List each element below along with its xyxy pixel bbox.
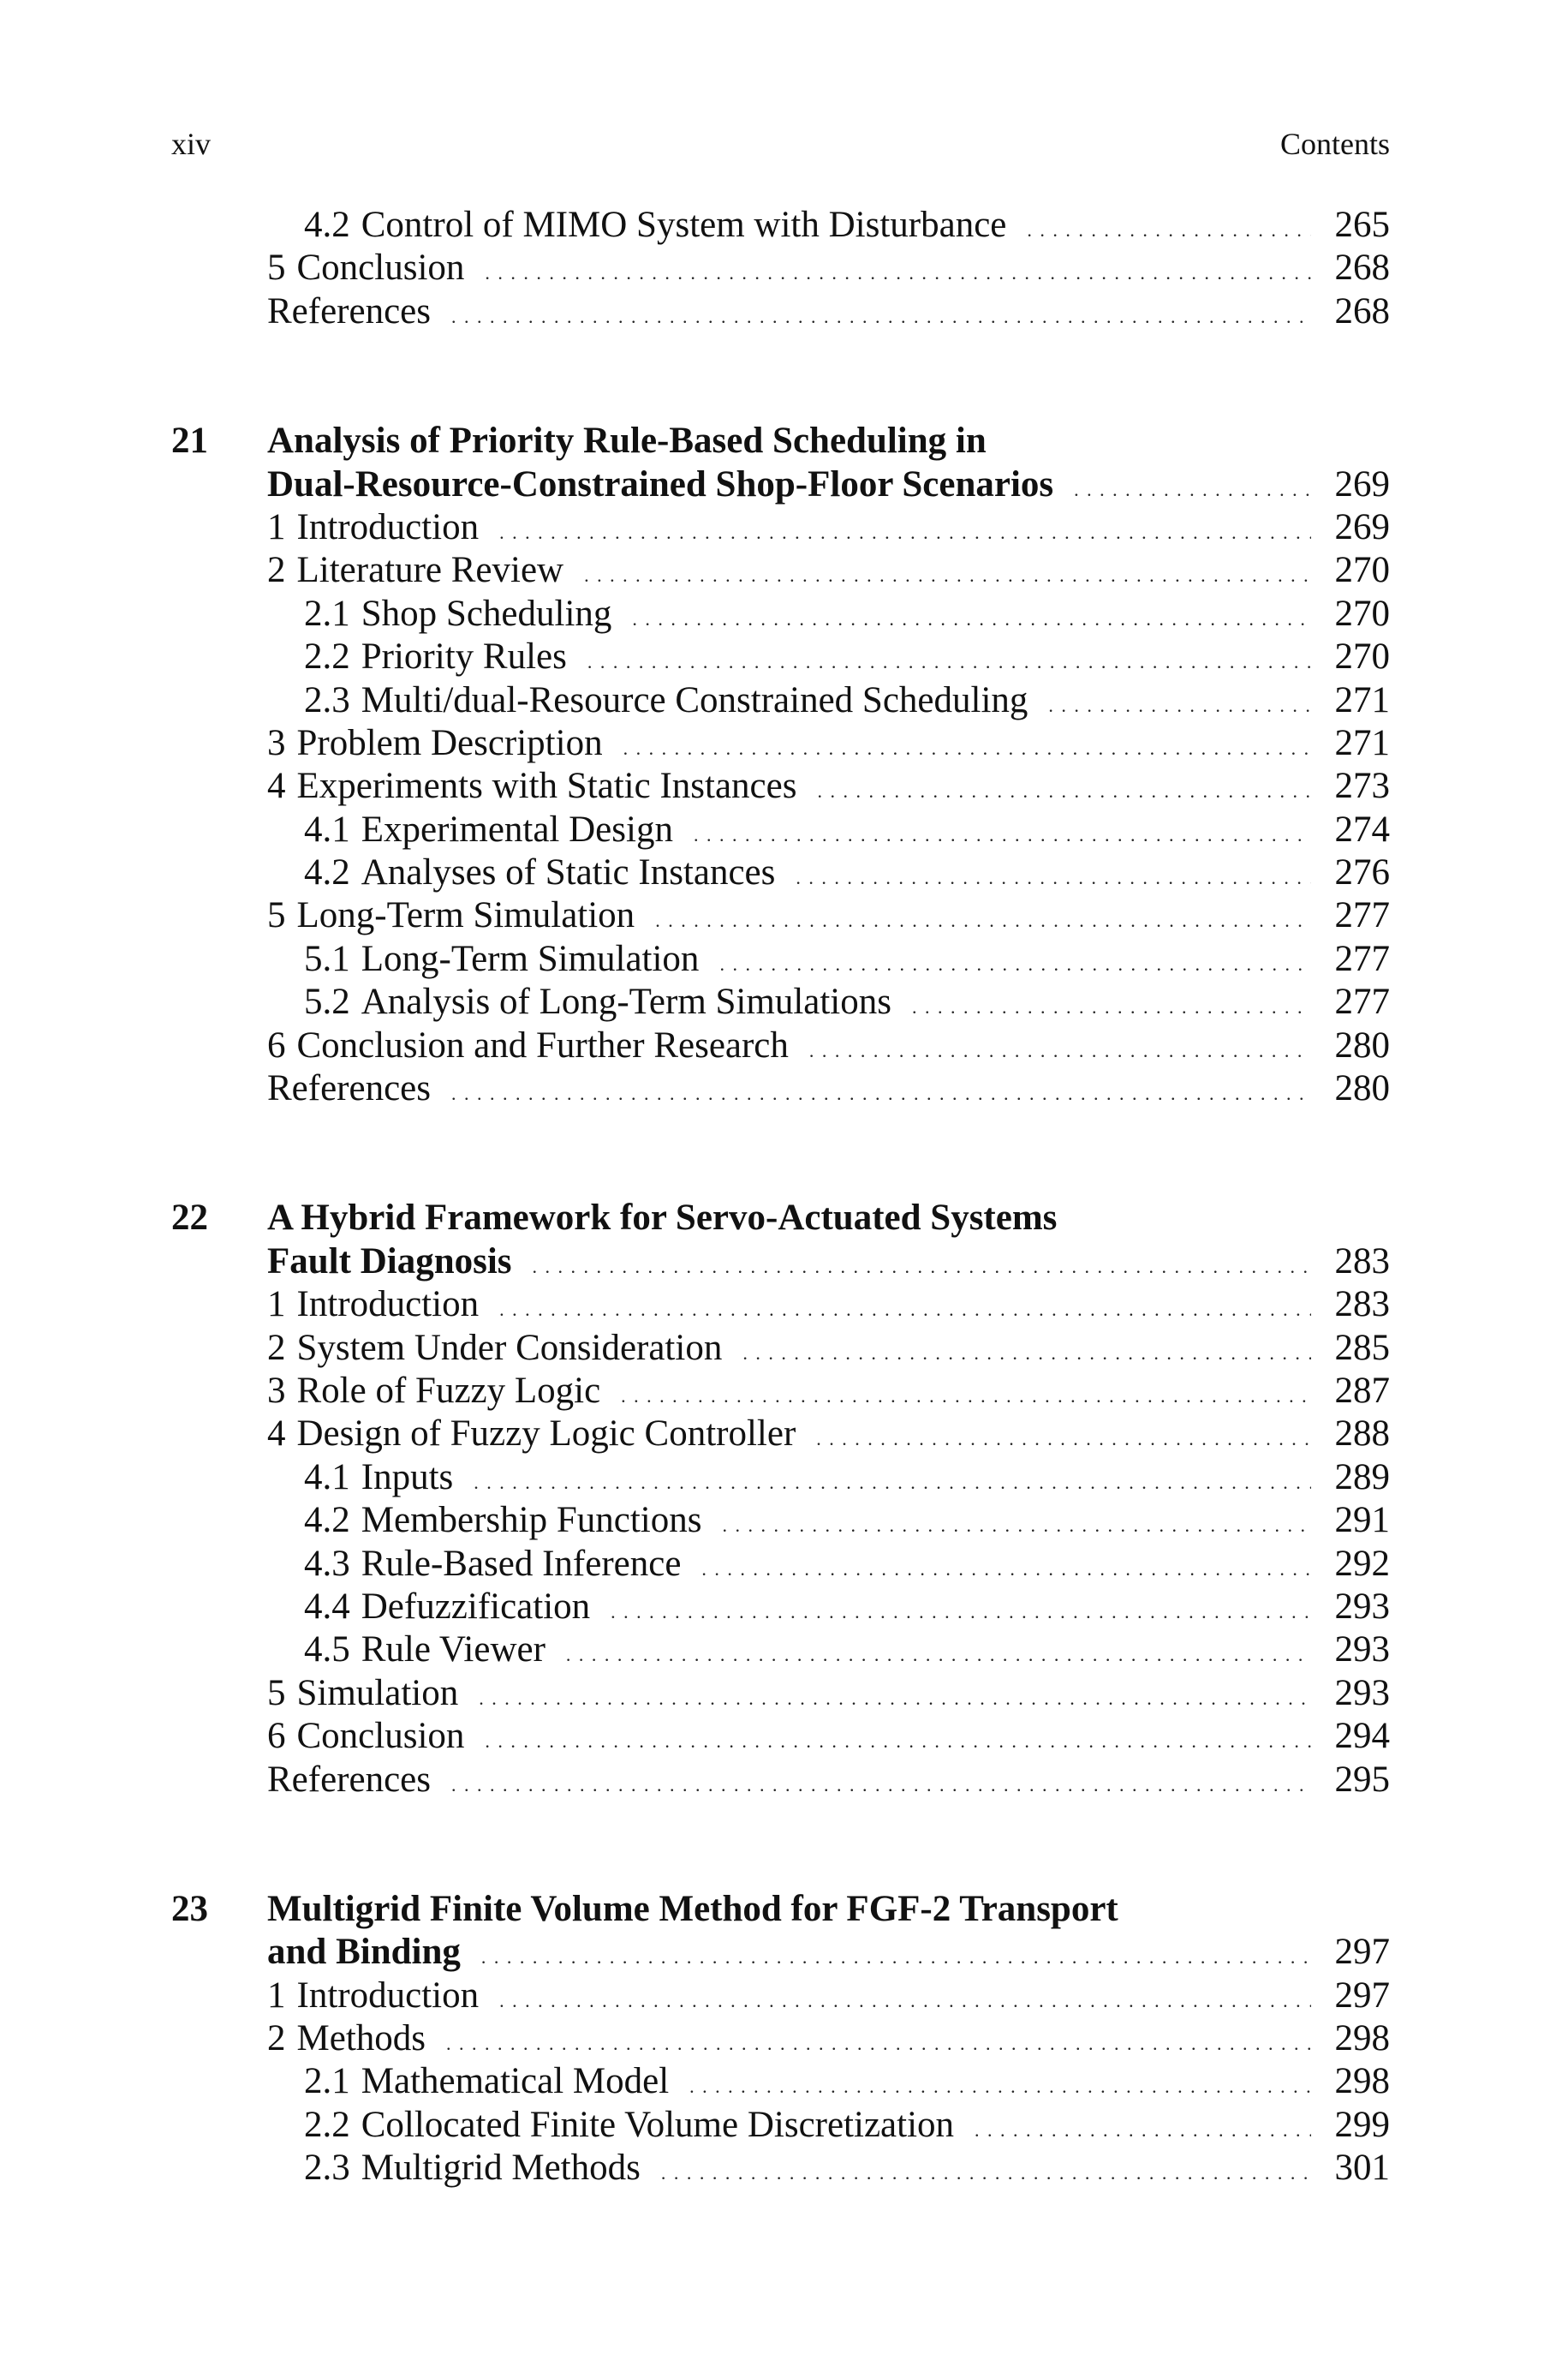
toc-entry-title [304,938,699,981]
page-ref: 280 [1334,1068,1390,1109]
section-title: Priority Rules [361,636,567,678]
toc-entry-title [304,851,775,894]
toc-entry-title [304,2060,669,2103]
toc-entry [171,1499,1390,1542]
dot-leader [474,1456,1311,1504]
toc-continuation [171,204,1390,333]
section-title: Experiments with Static Instances [296,766,797,807]
dot-leader [451,1759,1311,1807]
chapter-title-line2: Dual-Resource-Constrained Shop-Floor Scenarios [267,463,1054,505]
dot-leader [499,506,1311,554]
page-ref: 273 [1334,766,1390,807]
dot-leader [566,1628,1311,1676]
section-title: Introduction [296,1284,480,1325]
page-ref: 277 [1334,895,1390,936]
section-number: 1 [267,1284,286,1325]
section-number: 4.4 [304,1586,350,1627]
section-number: 3 [267,722,286,763]
page-ref: 298 [1334,2061,1390,2102]
toc-entry-title [267,765,796,808]
dot-leader [499,1975,1311,2022]
section-title: Introduction [296,506,480,547]
chapter-title-line1: Analysis of Priority Rule-Based Scheduling in [267,421,987,462]
page-ref: 287 [1334,1370,1390,1411]
chapter-heading-cont [171,1931,1390,1974]
dot-leader [694,809,1311,857]
page-ref: 294 [1334,1716,1390,1757]
dot-leader [485,1715,1311,1763]
dot-leader [451,1067,1311,1115]
section-title: Methods [296,2018,426,2059]
dot-leader [479,1672,1311,1720]
chapter-title-line2: Fault Diagnosis [267,1240,512,1282]
toc-entry [171,2104,1390,2147]
section-title: Multi/dual-Resource Constrained Scheduling [361,679,1028,720]
dot-leader [1074,463,1311,511]
section-title: Simulation [296,1672,459,1713]
dot-leader [742,1327,1311,1375]
page-ref: 301 [1334,2148,1390,2189]
toc-entry [171,1456,1390,1499]
toc-entry-title [267,1025,789,1067]
toc-entry [171,981,1390,1024]
toc-entry-title [267,1067,431,1110]
dot-leader [655,894,1311,942]
section-number: 5.2 [304,982,350,1023]
dot-leader [975,2104,1311,2152]
toc-entry-title [267,2017,426,2060]
page-ref: 289 [1334,1456,1390,1497]
chapter-heading-cont [171,1240,1390,1283]
toc-entry-title [267,1370,600,1413]
toc-entry-title [267,549,563,592]
chapter-title-line1: A Hybrid Framework for Servo-Actuated Systems [267,1198,1058,1239]
dot-leader [587,636,1311,684]
section-number: 2 [267,1327,286,1368]
dot-leader [533,1240,1311,1288]
chapter-number: 23 [171,1888,208,1929]
toc-entry-title [267,1413,796,1455]
section-title: Conclusion and Further Research [296,1025,789,1066]
toc-entry-title [304,1628,546,1671]
chapter-page-ref: 297 [1334,1932,1390,1973]
section-number: 4.5 [304,1629,350,1670]
toc-entry [171,1543,1390,1586]
page-ref: 270 [1334,636,1390,678]
toc-entry-title [267,1327,722,1370]
section-title: Analysis of Long-Term Simulations [361,982,891,1023]
toc-entry-title [304,2147,641,2190]
toc-entry [171,636,1390,678]
page-ref: 293 [1334,1629,1390,1670]
page-ref: 277 [1334,982,1390,1023]
dot-leader [701,1543,1311,1591]
page-ref: 293 [1334,1586,1390,1627]
chapter-block [171,420,1390,1110]
toc-entry [171,1628,1390,1671]
page-ref: 283 [1334,1284,1390,1325]
dot-leader [611,1586,1311,1634]
dot-leader [499,1283,1311,1331]
toc-entry [171,247,1390,290]
section-title: Role of Fuzzy Logic [296,1370,601,1411]
chapter-heading [171,1888,1390,1931]
page-ref: 293 [1334,1672,1390,1713]
section-title: System Under Consideration [296,1327,723,1368]
toc-entry [171,1370,1390,1413]
toc-entry-title [304,679,1028,722]
section-title: References [267,1759,431,1800]
toc-entry-title [267,1715,464,1758]
toc-entry [171,722,1390,765]
chapter-title-line1: Multigrid Finite Volume Method for FGF-2 Transport [267,1888,1118,1929]
dot-leader [912,981,1311,1029]
page-ref: 277 [1334,938,1390,979]
section-number: 5 [267,895,286,936]
toc-entry-title [267,1975,479,2017]
chapter-block [171,1888,1390,2190]
chapter-heading [171,1197,1390,1240]
page-ref: 298 [1334,2018,1390,2059]
dot-leader [661,2147,1311,2195]
section-title: Experimental Design [361,809,673,850]
page-ref: 276 [1334,852,1390,893]
section-title: Collocated Finite Volume Discretization [361,2104,955,2145]
toc-entry [171,1759,1390,1801]
section-title: Long-Term Simulation [296,895,635,936]
toc-entry-title [304,204,1006,247]
section-number: 6 [267,1025,286,1066]
page-ref: 271 [1334,722,1390,763]
section-title: Problem Description [296,722,603,763]
toc-entry [171,549,1390,592]
toc-entry [171,593,1390,636]
page-number: xiv [171,127,212,161]
section-number: 1 [267,506,286,547]
section-number: 2 [267,550,286,591]
section-title: Introduction [296,1975,480,2016]
section-title: Long-Term Simulation [361,938,700,979]
toc-entry [171,679,1390,722]
dot-leader [1048,679,1311,727]
toc-entry-title [267,894,635,937]
section-title: Literature Review [296,550,564,591]
page-ref: 268 [1334,290,1390,332]
section-number: 4.3 [304,1543,350,1584]
section-title: Shop Scheduling [361,593,612,634]
section-title: Analyses of Static Instances [361,852,776,893]
toc-entry [171,938,1390,981]
page-ref: 270 [1334,550,1390,591]
section-number: 4.1 [304,1456,350,1497]
page-ref: 271 [1334,679,1390,720]
section-number: 4.2 [304,852,350,893]
page-ref: 295 [1334,1759,1390,1800]
dot-leader [719,938,1311,986]
toc-entry [171,1413,1390,1455]
dot-leader [796,851,1311,899]
toc-entry [171,809,1390,851]
section-number: 2.1 [304,2061,350,2102]
running-title: Contents [1279,127,1390,161]
toc-entry-title [304,809,673,851]
section-title: Control of MIMO System with Disturbance [361,205,1007,245]
page-ref: 269 [1334,506,1390,547]
page-header [171,122,1390,165]
dot-leader [689,2060,1311,2108]
dot-leader [722,1499,1311,1547]
section-number: 5 [267,1672,286,1713]
toc-entry [171,1586,1390,1628]
section-title: Design of Fuzzy Logic Controller [296,1413,796,1455]
section-title: References [267,290,431,332]
toc-entry-title [304,981,891,1024]
dot-leader [446,2017,1311,2065]
section-title: Conclusion [296,248,465,289]
chapter-block [171,1197,1390,1801]
toc-entry-title [267,506,479,549]
section-title: Membership Functions [361,1500,702,1541]
toc-entry-title [304,2104,954,2147]
section-title: Multigrid Methods [361,2148,641,2189]
toc-entry-title [267,1672,458,1715]
dot-leader [584,549,1311,597]
toc-entry-title [267,1759,431,1801]
toc-entry [171,290,1390,333]
section-title: Mathematical Model [361,2061,670,2102]
page-ref: 270 [1334,593,1390,634]
toc-entry-title [304,1499,701,1542]
toc-entry [171,894,1390,937]
toc-entry [171,851,1390,894]
page-ref: 265 [1334,205,1390,245]
dot-leader [1027,204,1311,252]
toc-entry-title [267,1283,479,1326]
dot-leader [485,247,1311,295]
chapter-number: 21 [171,421,208,462]
dot-leader [632,593,1311,641]
dot-leader [451,290,1311,338]
section-number: 6 [267,1716,286,1757]
chapter-page-ref: 283 [1334,1240,1390,1282]
toc-entry [171,204,1390,247]
section-number: 1 [267,1975,286,2016]
table-of-contents [171,204,1390,2190]
section-title: Defuzzification [361,1586,591,1627]
section-number: 4 [267,1413,286,1455]
toc-entry [171,506,1390,549]
toc-entry-title [304,593,611,636]
section-title: Conclusion [296,1716,465,1757]
page-ref: 292 [1334,1543,1390,1584]
dot-leader [816,1413,1311,1461]
chapter-title-line2: and Binding [267,1932,461,1973]
section-title: Rule Viewer [361,1629,546,1670]
section-number: 4.1 [304,809,350,850]
toc-entry-title [267,290,431,333]
toc-entry [171,1715,1390,1758]
toc-entry [171,1025,1390,1067]
section-number: 3 [267,1370,286,1411]
section-title: Inputs [361,1456,454,1497]
section-number: 2.2 [304,2104,350,2145]
section-number: 5.1 [304,938,350,979]
section-number: 4.2 [304,1500,350,1541]
chapter-heading [171,420,1390,463]
section-number: 2 [267,2018,286,2059]
dot-leader [481,1931,1311,1979]
page-ref: 291 [1334,1500,1390,1541]
page-ref: 268 [1334,248,1390,289]
toc-entry [171,1283,1390,1326]
chapter-heading-cont [171,463,1390,506]
page-ref: 288 [1334,1413,1390,1455]
section-number: 2.2 [304,636,350,678]
dot-leader [621,1370,1311,1418]
section-title: Rule-Based Inference [361,1543,682,1584]
section-number: 4 [267,766,286,807]
page-ref: 285 [1334,1327,1390,1368]
chapter-page-ref: 269 [1334,463,1390,505]
section-number: 5 [267,248,286,289]
page-ref: 297 [1334,1975,1390,2016]
toc-entry [171,1975,1390,2017]
chapter-number: 22 [171,1198,208,1239]
toc-entry-title [304,1543,681,1586]
toc-entry [171,2017,1390,2060]
section-number: 2.3 [304,2148,350,2189]
section-number: 2.3 [304,679,350,720]
page-ref: 280 [1334,1025,1390,1066]
toc-entry [171,1672,1390,1715]
page-ref: 274 [1334,809,1390,850]
toc-entry [171,2060,1390,2103]
toc-entry [171,2147,1390,2190]
section-number: 4.2 [304,205,350,245]
toc-entry-title [304,1456,453,1499]
dot-leader [817,765,1311,813]
toc-entry [171,1327,1390,1370]
toc-entry [171,765,1390,808]
page-ref: 299 [1334,2104,1390,2145]
section-title: References [267,1068,431,1109]
section-number: 2.1 [304,593,350,634]
dot-leader [809,1025,1311,1072]
toc-entry-title [304,636,567,678]
toc-entry-title [267,722,603,765]
toc-entry [171,1067,1390,1110]
toc-entry-title [267,247,464,290]
dot-leader [623,722,1311,770]
toc-entry-title [304,1586,590,1628]
